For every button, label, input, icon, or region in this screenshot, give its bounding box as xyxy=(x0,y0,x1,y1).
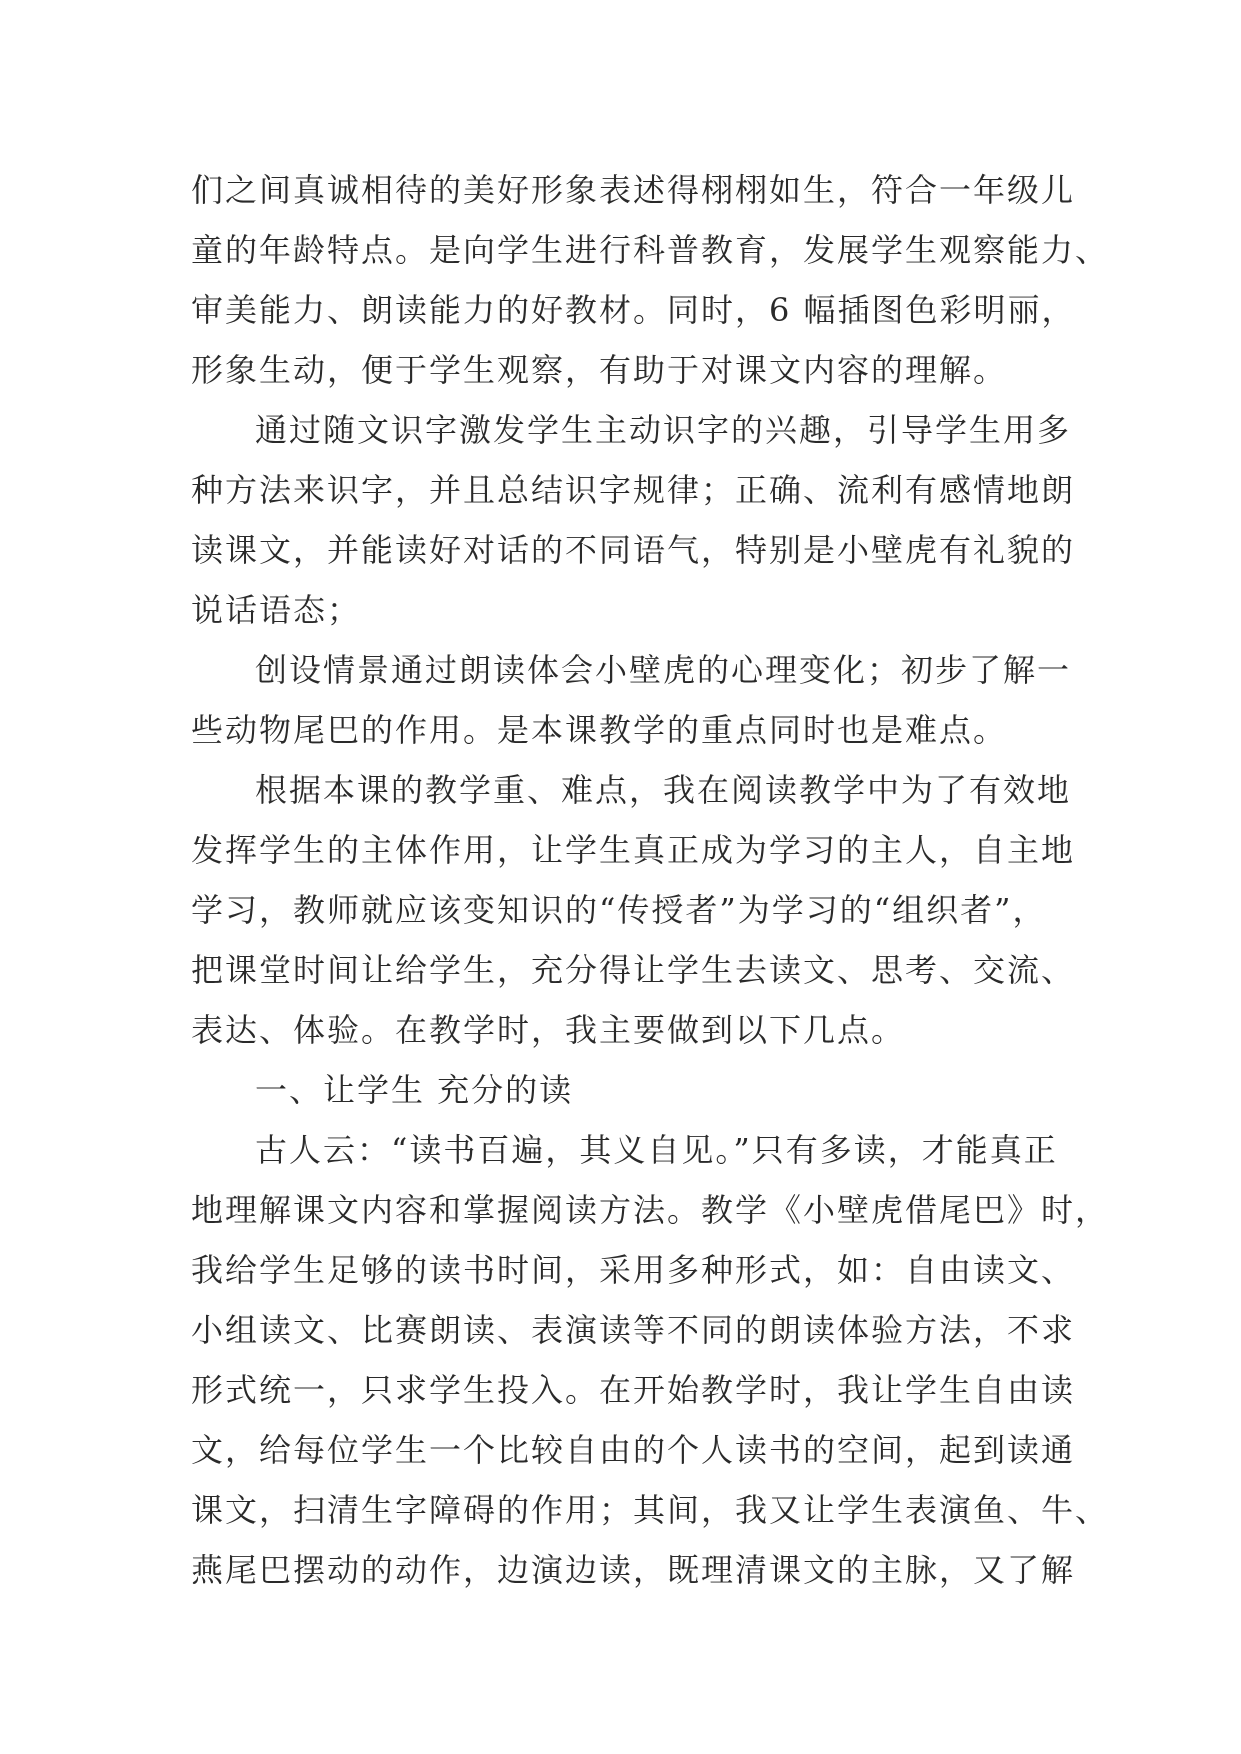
text-line: 燕尾巴摆动的动作，边演边读，既理清课文的主脉，又了解 xyxy=(191,1551,1076,1589)
text-line: 我给学生足够的读书时间，采用多种形式，如：自由读文、 xyxy=(191,1251,1076,1289)
text-line: 地理解课文内容和掌握阅读方法。教学《小壁虎借尾巴》时， xyxy=(191,1191,1110,1229)
text-line: 说话语态； xyxy=(191,591,362,629)
text-line: 形式统一，只求学生投入。在开始教学时，我让学生自由读 xyxy=(191,1371,1076,1409)
text-line: 种方法来识字，并且总结识字规律；正确、流利有感情地朗 xyxy=(191,471,1076,509)
text-line: 根据本课的教学重、难点，我在阅读教学中为了有效地 xyxy=(255,771,1072,809)
text-line: 通过随文识字激发学生主动识字的兴趣，引导学生用多 xyxy=(255,411,1072,449)
text-line: 些动物尾巴的作用。是本课教学的重点同时也是难点。 xyxy=(191,711,1008,749)
text-line: 课文，扫清生字障碍的作用；其间，我又让学生表演鱼、牛、 xyxy=(191,1491,1110,1529)
text-line: 学习，教师就应该变知识的“传授者”为学习的“组织者”， xyxy=(191,891,1047,929)
text-line: 小组读文、比赛朗读、表演读等不同的朗读体验方法，不求 xyxy=(191,1311,1076,1349)
text-line: 们之间真诚相待的美好形象表述得栩栩如生，符合一年级儿 xyxy=(191,171,1076,209)
text-line: 童的年龄特点。是向学生进行科普教育，发展学生观察能力、 xyxy=(191,231,1110,269)
text-line: 创设情景通过朗读体会小壁虎的心理变化；初步了解一 xyxy=(255,651,1072,689)
section-heading: 一、让学生 充分的读 xyxy=(255,1071,574,1109)
text-line: 形象生动，便于学生观察，有助于对课文内容的理解。 xyxy=(191,351,1008,389)
text-line: 审美能力、朗读能力的好教材。同时，6 幅插图色彩明丽， xyxy=(191,291,1076,329)
body-text xyxy=(191,160,1110,1600)
text-line: 读课文，并能读好对话的不同语气，特别是小壁虎有礼貌的 xyxy=(191,531,1076,569)
text-line: 发挥学生的主体作用，让学生真正成为学习的主人，自主地 xyxy=(191,831,1076,869)
text-line: 表达、体验。在教学时，我主要做到以下几点。 xyxy=(191,1011,906,1049)
text-line: 文，给每位学生一个比较自由的个人读书的空间，起到读通 xyxy=(191,1431,1076,1469)
text-line: 古人云：“读书百遍，其义自见。”只有多读，才能真正 xyxy=(255,1131,1058,1169)
text-line: 把课堂时间让给学生，充分得让学生去读文、思考、交流、 xyxy=(191,951,1076,989)
